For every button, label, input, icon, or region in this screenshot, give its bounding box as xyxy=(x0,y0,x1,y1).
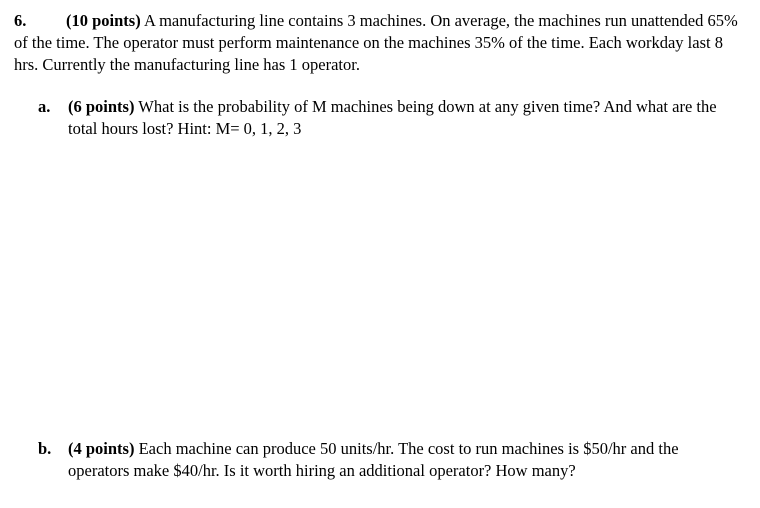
part-a xyxy=(38,96,738,140)
part-a-body xyxy=(68,96,738,140)
question-number: 6. xyxy=(14,11,27,30)
part-a-points: (6 points) xyxy=(68,97,135,116)
part-b-points: (4 points) xyxy=(68,439,135,458)
part-b-label: b. xyxy=(38,439,52,458)
part-b-text: Each machine can produce 50 units/hr. The cost to run machines is $50/hr and the operators make $40/hr. Is it worth hiring an additional operator? How many? xyxy=(68,439,679,480)
question-points: (10 points) xyxy=(66,11,141,30)
question-text: A manufacturing line contains 3 machines. On average, the machines run unattended 65% of the time. The operator must perform maintenance on the machines 35% of the time. Each workday last 8 hrs. Currently the manufacturing line has 1 operator. xyxy=(14,11,738,74)
question-6 xyxy=(14,10,749,76)
part-b-body xyxy=(68,438,738,482)
part-b xyxy=(38,438,738,482)
part-a-label: a. xyxy=(38,97,51,116)
part-a-text: What is the probability of M machines being down at any given time? And what are the total hours lost? Hint: M= 0, 1, 2, 3 xyxy=(68,97,717,138)
